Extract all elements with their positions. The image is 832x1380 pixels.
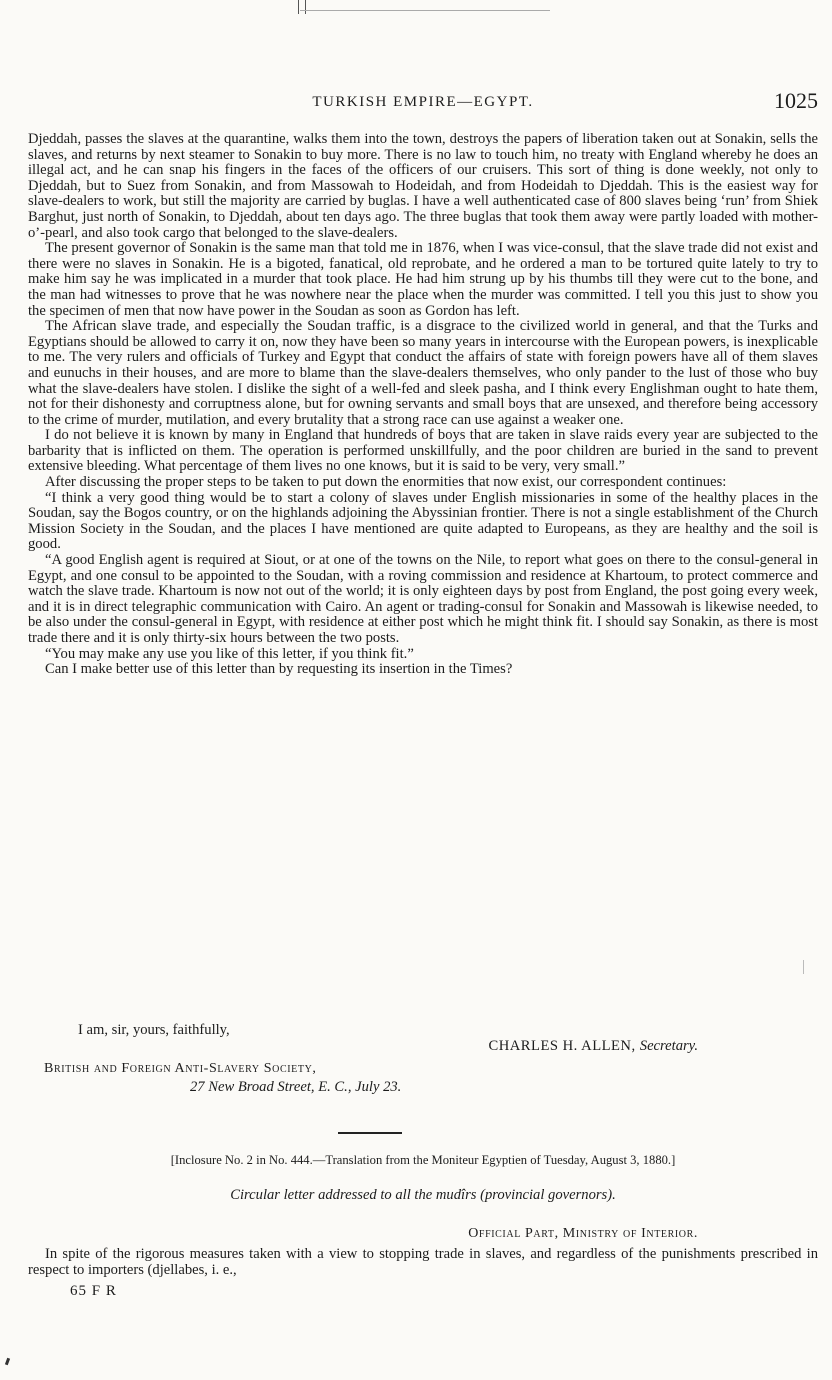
section-divider bbox=[338, 1132, 402, 1134]
paragraph: The present governor of Sonakin is the same man that told me in 1876, when I was vice-consul, that the slave trade did not exist and there were no slaves in Sonakin. He is a bigoted, fanatical, old reprobate, and he ordered a man to be tortured quite lately to try to make him say he was implicated in a murder that took place. He had him strung up by his thumbs till they were cut to the bone, and the man had witnesses to prove that he was nowhere near the place when the murder was committed. I tell you this just to show you the specimen of men that now have power in the Soudan as soon as Gordon has left. bbox=[28, 240, 818, 319]
paragraph: The African slave trade, and especially the Soudan traffic, is a disgrace to the civilized world in general, and that the Turks and Egyptians should be allowed to carry it on, now they have been so many years in intercourse with the European powers, is inexplicable to me. The very rulers and officials of Turkey and Egypt that conduct the affairs of state with foreign powers have all of them slaves and eunuchs in their houses, and are more to blame than the slave-dealers themselves, who only pander to the lust of those who buy what the slave-dealers have stolen. I dislike the sight of a well-fed and sleek pasha, and I think every Englishman ought to hate them, not for their dishonesty and corruptness alone, but for owning servants and small boys that are unsexed, and therefore being accessory to the crime of murder, mutilation, and every brutality that a strong race can use against a weaker one. bbox=[28, 318, 818, 428]
official-part-heading: Official Part, Ministry of Interior. bbox=[468, 1226, 698, 1241]
signature-name: CHARLES H. ALLEN, bbox=[488, 1038, 636, 1054]
signature-name-block bbox=[488, 1038, 698, 1055]
signature-closing: I am, sir, yours, faithfully, bbox=[78, 1022, 230, 1038]
circular-body bbox=[28, 1246, 818, 1278]
signature-organization: British and Foreign Anti-Slavery Society, bbox=[44, 1061, 317, 1076]
signature-role: Secretary. bbox=[639, 1038, 698, 1054]
paragraph: In spite of the rigorous measures taken with a view to stopping trade in slaves, and regardless of the punishments prescribed in respect to importers (djellabes, i. e., bbox=[28, 1246, 818, 1278]
paragraph: “A good English agent is required at Siout, or at one of the towns on the Nile, to report what goes on there to the consul-general in Egypt, and one consul to be appointed to the Soudan, with a roving commission and residence at Khartoum, to protect commerce and watch the slave trade. Khartoum is now not out of the world; it is only eighteen days by post from England, the post going every week, and it is in direct telegraphic communication with Cairo. An agent or trading-consul for Sonakin and Massowah is likewise needed, to be also under the consul-general in Egypt, with residence at either post which he might think fit. I should say Sonakin, as there is most trade there and it is only thirty-six hours between the two posts. bbox=[28, 552, 818, 646]
scan-speck bbox=[5, 1358, 10, 1366]
paragraph: Djeddah, passes the slaves at the quarantine, walks them into the town, destroys the papers of liberation taken out at Sonakin, sells the slaves, and returns by next steamer to Sonakin to buy more. There is no law to touch him, no treaty with England whereby he does an illegal act, and he can snap his fingers in the faces of the officers of our cruisers. This sort of thing is done weekly, not only to Djeddah, but to Suez from Sonakin, and from Massowah to Hodeidah, and from Hodeidah to Djeddah. This is the easiest way for slave-dealers to work, but still the majority are carried by buglas. I have a well authenticated case of 800 slaves being ‘run’ from Shiek Barghut, just north of Sonakin, to Djeddah, about ten days ago. The three buglas that took them away were partly loaded with mother-o’-pearl, and also took cargo that belonged to the slave-dealers. bbox=[28, 131, 818, 241]
signature-address: 27 New Broad Street, E. C., July 23. bbox=[190, 1079, 402, 1095]
paragraph: Can I make better use of this letter than by requesting its insertion in the Times? bbox=[45, 661, 513, 678]
paragraph: “I think a very good thing would be to start a colony of slaves under English missionaries in some of the healthy places in the Soudan, say the Bogos country, or on the highlands adjoining the Abyssinian frontier. There is not a single establishment of the Church Mission Society in the Soudan, and the places I have mentioned are quite adapted to Europeans, as they are healthy and the soil is good. bbox=[28, 489, 818, 553]
circular-title: Circular letter addressed to all the mudîrs (provincial governors). bbox=[230, 1187, 616, 1203]
scan-margin-mark bbox=[803, 960, 804, 974]
paragraph: I do not believe it is known by many in England that hundreds of boys that are taken in slave raids every year are subjected to the barbarity that is inflicted on them. The operation is performed unskillfully, and the poor children are buried in the sand to prevent extensive bleeding. What percentage of them lives no one knows, but it is said to be very, very small.” bbox=[28, 427, 818, 475]
running-title: TURKISH EMPIRE—EGYPT. bbox=[312, 94, 534, 110]
paragraph: After discussing the proper steps to be taken to put down the enormities that now exist, our correspondent continues: bbox=[45, 474, 727, 491]
scan-edge-line bbox=[300, 10, 550, 11]
inclosure-heading: [Inclosure No. 2 in No. 444.—Translation from the Moniteur Egyptien of Tuesday, August 3, 1880.] bbox=[170, 1153, 676, 1167]
paragraph: “You may make any use you like of this letter, if you think fit.” bbox=[45, 645, 414, 662]
running-header bbox=[28, 90, 818, 120]
letter-body bbox=[28, 132, 818, 678]
printer-signature-mark: 65 F R bbox=[70, 1283, 117, 1299]
scan-edge-mark bbox=[298, 0, 306, 14]
page-number: 1025 bbox=[774, 88, 818, 113]
